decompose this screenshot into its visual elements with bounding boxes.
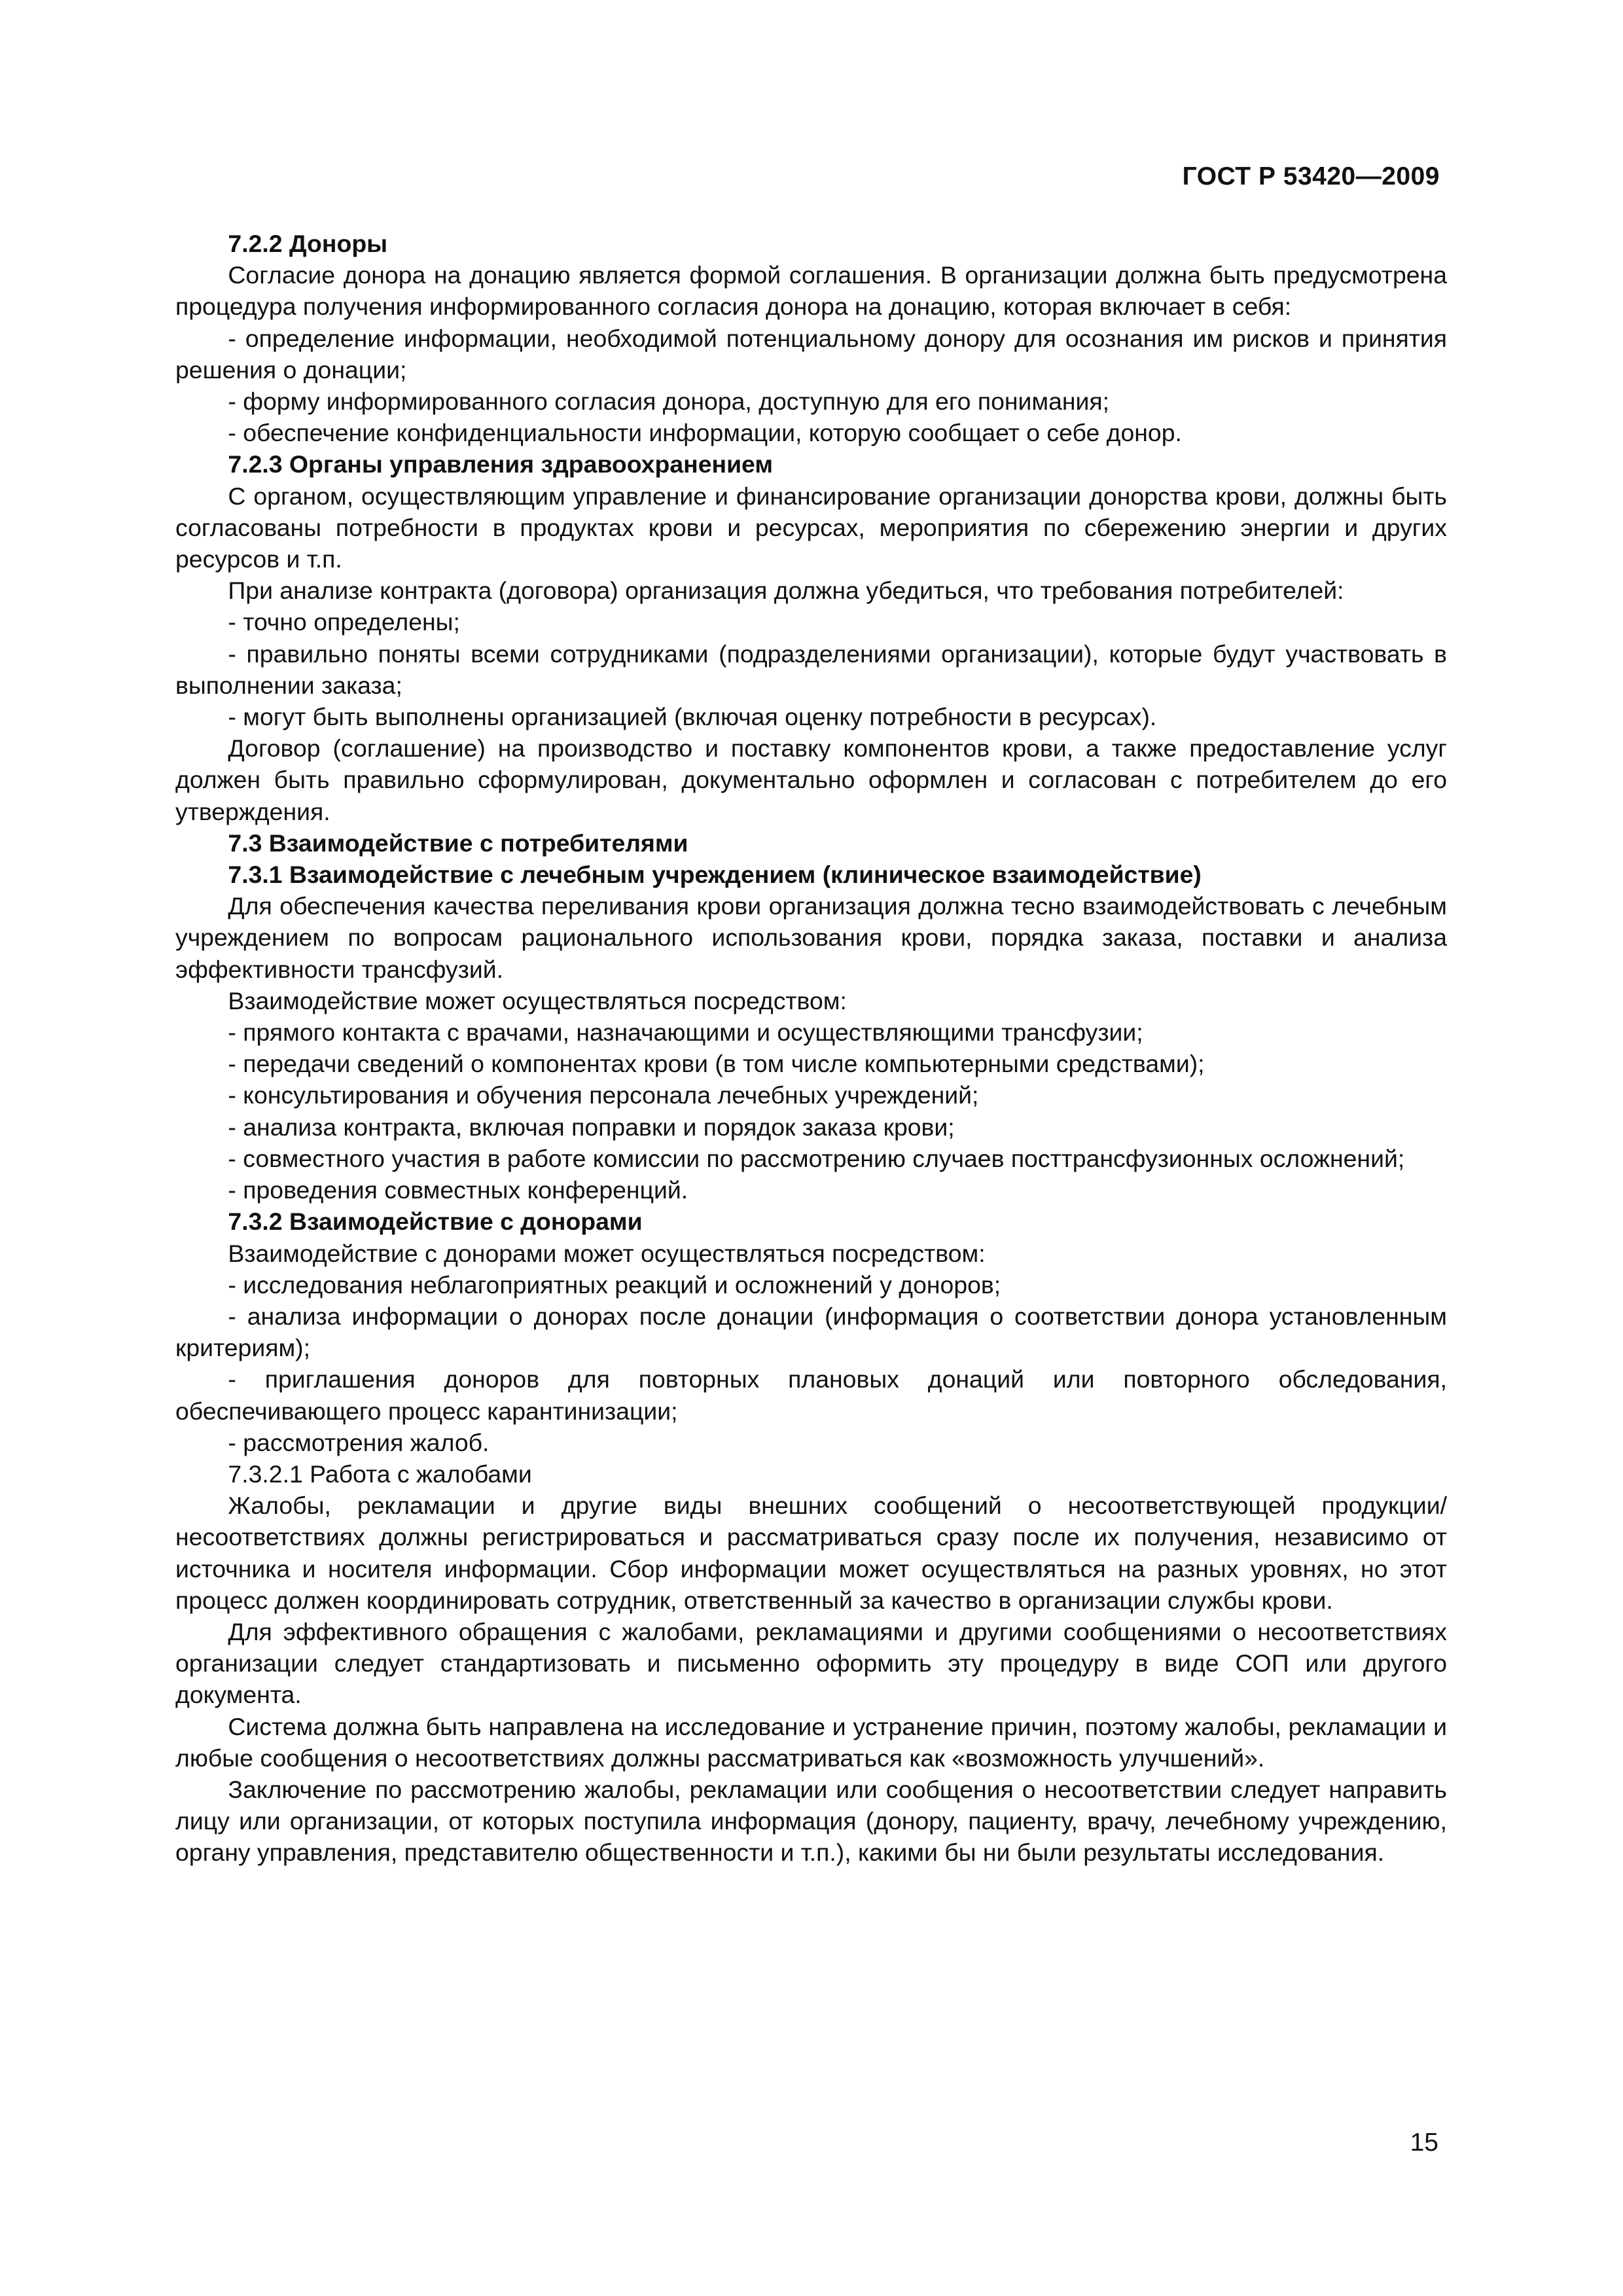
paragraph: - передачи сведений о компонентах крови (в том числе компьютерными средствами);: [228, 1050, 1205, 1078]
paragraph: - приглашения доноров для повторных плановых донаций или повторного обследования, обеспечивающего процесс карантинизации;: [175, 1365, 1447, 1425]
paragraph: - анализа информации о донорах после донации (информация о соответствии донора установленным критериям);: [175, 1302, 1447, 1362]
paragraph: - прямого контакта с врачами, назначающими и осуществляющими трансфузии;: [228, 1018, 1143, 1047]
paragraph: Договор (соглашение) на производство и поставку компонентов крови, а также предоставление услуг должен быть правильно сформулирован, документально оформлен и согласован с потребителем до его утверждения.: [175, 734, 1447, 825]
paragraph: - форму информированного согласия донора, доступную для его понимания;: [228, 387, 1110, 416]
paragraph: - точно определены;: [228, 608, 460, 636]
section-heading: 7.3.1 Взаимодействие с лечебным учреждением (клиническое взаимодействие): [228, 861, 1202, 889]
paragraph: - правильно поняты всеми сотрудниками (подразделениями организации), которые будут участвовать в выполнении заказа;: [175, 639, 1447, 699]
paragraph: - совместного участия в работе комиссии по рассмотрению случаев посттрансфузионных осложнений;: [228, 1144, 1405, 1172]
page-number: 15: [1410, 2128, 1438, 2157]
paragraph: 7.3.2.1 Работа с жалобами: [228, 1460, 532, 1488]
paragraph: Система должна быть направлена на исследование и устранение причин, поэтому жалобы, рекламации и любые сообщения о несоответствиях должны рассматриваться как «возможность улучшений».: [175, 1712, 1447, 1772]
paragraph: С органом, осуществляющим управление и финансирование организации донорства крови, должны быть согласованы потребности в продуктах крови и ресурсах, мероприятия по сбережению энергии и других ресурсов и т.п.: [175, 482, 1447, 573]
paragraph: - рассмотрения жалоб.: [228, 1428, 490, 1456]
paragraph: Согласие донора на донацию является формой соглашения. В организации должна быть предусмотрена процедура получения информированного согласия донора на донацию, которая включает в себя:: [175, 261, 1447, 321]
paragraph: - проведения совместных конференций.: [228, 1176, 688, 1204]
paragraph: Для эффективного обращения с жалобами, рекламациями и другими сообщениями о несоответствиях организации следует стандартизовать и письменно оформить эту процедуру в виде СОП или другого документа.: [175, 1617, 1447, 1709]
section-heading: 7.2.3 Органы управления здравоохранением: [228, 450, 774, 478]
section-heading: 7.3.2 Взаимодействие с донорами: [228, 1208, 643, 1236]
paragraph: При анализе контракта (договора) организация должна убедиться, что требования потребителей:: [228, 577, 1344, 605]
paragraph: - могут быть выполнены организацией (включая оценку потребности в ресурсах).: [228, 703, 1157, 731]
paragraph: - анализа контракта, включая поправки и порядок заказа крови;: [228, 1113, 955, 1141]
paragraph: Взаимодействие может осуществляться посредством:: [228, 986, 847, 1014]
section-heading: 7.3 Взаимодействие с потребителями: [228, 829, 688, 857]
document-code-header: ГОСТ Р 53420—2009: [1182, 162, 1440, 190]
paragraph: - консультирования и обучения персонала лечебных учреждений;: [228, 1081, 979, 1109]
section-heading: 7.2.2 Доноры: [228, 230, 388, 257]
paragraph: - определение информации, необходимой потенциальному донору для осознания им рисков и принятия решения о донации;: [175, 324, 1447, 384]
paragraph: Взаимодействие с донорами может осуществляться посредством:: [228, 1239, 986, 1267]
paragraph: - обеспечение конфиденциальности информации, которую сообщает о себе донор.: [228, 419, 1182, 447]
paragraph: Жалобы, рекламации и другие виды внешних сообщений о несоответствующей продукции/несоответствиях должны регистрироваться и рассматриваться сразу после их получения, независимо от источника и носителя информации. Сбор информации может осуществляться на разных уровнях, но этот процесс должен координировать сотрудник, ответственный за качество в организации службы крови.: [175, 1492, 1447, 1614]
document-body: [175, 228, 1447, 1869]
paragraph: Заключение по рассмотрению жалобы, рекламации или сообщения о несоответствии следует направить лицу или организации, от которых поступила информация (донору, пациенту, врачу, лечебному учреждению, органу управления, представителю общественности и т.п.), какими бы ни были результаты исследования.: [175, 1775, 1447, 1867]
paragraph: Для обеспечения качества переливания крови организация должна тесно взаимодействовать с лечебным учреждением по вопросам рационального использования крови, порядка заказа, поставки и анализа эффективности трансфузий.: [175, 892, 1447, 983]
paragraph: - исследования неблагоприятных реакций и осложнений у доноров;: [228, 1270, 1001, 1299]
